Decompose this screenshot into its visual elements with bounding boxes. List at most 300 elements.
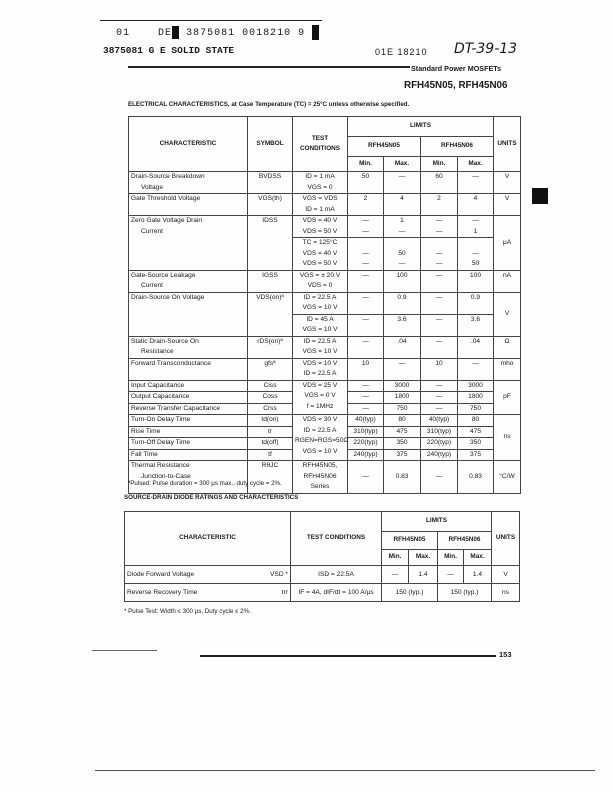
min-05-line: 2 — [363, 195, 368, 202]
table1-title: ELECTRICAL CHARACTERISTICS, at Case Temperature (TC) = 25°C unless otherwise specified. — [128, 101, 410, 108]
characteristic: Diode Forward Voltage — [125, 566, 265, 584]
conditions — [293, 461, 348, 494]
table-row — [129, 292, 521, 314]
max-06-line: 375 — [470, 450, 482, 458]
max-06-line: 4 — [473, 195, 478, 202]
symbol: VSD * — [265, 566, 291, 584]
max-06 — [458, 292, 494, 314]
min-06-line — [423, 238, 455, 249]
min-05 — [348, 292, 384, 314]
max-06 — [458, 461, 494, 494]
max-05-line: 475 — [396, 427, 408, 435]
conditions — [293, 270, 348, 292]
conditions-line: RGEN=RGS=50Ω — [295, 437, 349, 444]
max-05-line: 3000 — [394, 381, 410, 389]
min-06 — [421, 336, 458, 358]
table2-footnote: * Pulse Test: Width ≤ 300 μs, Duty cycle ≤ 2%. — [124, 608, 251, 615]
characteristic-line: Current — [141, 282, 163, 289]
characteristic-line: Rise Time — [131, 427, 161, 435]
conditions-line: VGS = 10 V — [302, 326, 338, 333]
min-05-line: — — [362, 293, 369, 301]
min-05-line: — — [362, 404, 369, 412]
min-05 — [348, 194, 384, 216]
min-06 — [421, 403, 458, 415]
doc-code: 01E 18210 — [375, 47, 428, 57]
symbol: VGS(th) — [248, 194, 293, 216]
units: V — [494, 194, 521, 216]
symbol: tf — [248, 449, 293, 461]
characteristic — [129, 438, 248, 450]
characteristic-line: Gate-Source Leakage — [131, 271, 196, 279]
characteristic — [129, 392, 248, 404]
conditions — [293, 216, 348, 238]
conditions — [293, 336, 348, 358]
page-number: 153 — [499, 650, 512, 659]
min-05-line: — — [362, 227, 369, 235]
max-05-line: — — [398, 227, 406, 235]
min-06-line: — — [435, 293, 443, 301]
min-05-line: 240(typ) — [353, 450, 378, 458]
max-06-line: 100 — [470, 271, 482, 279]
units: μA — [494, 216, 521, 271]
part-numbers-title: RFH45N05, RFH45N06 — [404, 80, 508, 91]
max-06-line: 1 — [473, 227, 478, 235]
typ-06: 150 (typ.) — [438, 584, 492, 602]
table-row — [129, 461, 521, 494]
max-06-line: 80 — [471, 416, 480, 423]
max-05 — [384, 270, 421, 292]
symbol: td(on) — [248, 415, 293, 427]
min-06-line: — — [435, 217, 443, 224]
characteristic-line: Input Capacitance — [131, 381, 185, 389]
max-06 — [458, 403, 494, 415]
characteristic — [129, 194, 248, 216]
min-06 — [421, 461, 458, 494]
max-06 — [458, 172, 494, 194]
conditions-line: ID = 45 A — [306, 315, 334, 323]
conditions-line: VGS = 10 V — [302, 348, 338, 355]
header-text: CONDITIONS — [299, 145, 341, 152]
min-05-line — [350, 238, 381, 249]
max-05-line: 50 — [398, 249, 406, 257]
conditions-line: f = 1MHz — [306, 402, 334, 410]
min-05-line: — — [362, 260, 369, 267]
characteristic-line: Gate Threshold Voltage — [131, 195, 201, 202]
header-units: UNITS — [492, 512, 520, 566]
conditions — [293, 380, 348, 415]
characteristic: Reverse Recovery Time — [125, 584, 265, 602]
min-06-line: 10 — [435, 359, 443, 367]
max-06 — [458, 438, 494, 450]
max-05 — [384, 449, 421, 461]
header-conditions: TEST CONDITIONS — [291, 512, 382, 566]
table-row — [129, 172, 521, 194]
min-05: — — [382, 566, 409, 584]
characteristic — [129, 358, 248, 380]
min-05 — [348, 449, 384, 461]
characteristic — [129, 270, 248, 292]
max-05 — [384, 461, 421, 494]
min-06 — [421, 380, 458, 392]
characteristic-line: Voltage — [141, 183, 163, 191]
conditions-line: VDS = 25 V — [302, 381, 338, 389]
max-06 — [458, 194, 494, 216]
table-row — [125, 566, 520, 584]
max-05 — [384, 292, 421, 314]
header-symbol: SYMBOL — [248, 117, 293, 172]
max-05 — [384, 314, 421, 336]
symbol: RθJC — [248, 461, 293, 494]
max-05 — [384, 194, 421, 216]
symbol: Ciss — [248, 380, 293, 392]
table-row — [129, 358, 521, 380]
handwritten-note: DT-39-13 — [454, 41, 518, 57]
max-06-line — [460, 461, 491, 472]
min-06-line: — — [435, 227, 443, 235]
min-05-line: — — [362, 249, 369, 257]
header-part-a: RFH45N05 — [382, 532, 438, 550]
units: mho — [494, 358, 521, 380]
max-05-line: — — [398, 359, 406, 367]
min-06 — [421, 438, 458, 450]
max-06-line: .04 — [470, 337, 481, 345]
units: ns — [494, 415, 521, 461]
max-06-line: 1800 — [468, 393, 483, 400]
characteristic — [129, 216, 248, 271]
symbol: Coss — [248, 392, 293, 404]
header-max: Max. — [384, 157, 421, 172]
conditions — [293, 292, 348, 314]
max-06-line: 475 — [470, 427, 482, 435]
symbol: gfsª — [248, 358, 293, 380]
max-06-line: 0.83 — [469, 472, 482, 480]
min-06-line: — — [435, 271, 443, 279]
conditions — [293, 415, 348, 461]
max-05 — [384, 238, 421, 271]
max-06 — [458, 415, 494, 427]
conditions-line: ID = 22.5 A — [303, 426, 337, 434]
characteristic-line: Forward Transconductance — [131, 359, 211, 367]
units: V — [494, 292, 521, 336]
max-05 — [384, 415, 421, 427]
conditions-line: RFH45N05, — [302, 462, 338, 469]
header-max: Max. — [458, 157, 494, 172]
header-min: Min. — [382, 550, 409, 566]
characteristic-line: Reverse Transfer Capacitance — [131, 404, 221, 412]
header-limits: LIMITS — [382, 512, 492, 532]
min-05-line: 40(typ) — [355, 416, 376, 423]
characteristic-line: Junction-to-Case — [141, 472, 191, 480]
min-06-line: 2 — [437, 195, 441, 202]
characteristic-line: Zero Gate Voltage Drain — [131, 217, 203, 224]
max-06 — [458, 358, 494, 380]
units: °C/W — [494, 461, 521, 494]
min-05 — [348, 403, 384, 415]
min-05-line: 220(typ) — [353, 439, 378, 446]
max-05 — [384, 380, 421, 392]
min-06 — [421, 392, 458, 404]
min-05-line: — — [362, 472, 369, 480]
conditions-line: TC = 125°C — [302, 239, 338, 246]
min-06-line: 310(typ) — [426, 427, 452, 435]
table-row — [129, 380, 521, 392]
units: ns — [492, 584, 520, 602]
max-05 — [384, 336, 421, 358]
max-06-line: 3.6 — [470, 315, 481, 323]
characteristic-line: Turn-On Delay Time — [131, 416, 191, 423]
min-05-line: 310(typ) — [353, 427, 378, 435]
conditions-line: VDS = 0 — [307, 282, 333, 289]
header-characteristic: CHARACTERISTIC — [129, 117, 248, 172]
min-05-line: — — [362, 393, 369, 400]
characteristic-line: Resistance — [141, 348, 174, 355]
min-05-line: — — [362, 217, 369, 224]
min-06-line: 240(typ) — [426, 450, 452, 458]
header-min: Min. — [421, 157, 458, 172]
min-06-line: — — [435, 381, 443, 389]
max-05-line: 100 — [396, 271, 408, 279]
max-06: 1.4 — [464, 566, 492, 584]
conditions-line: VDS = 50 V — [302, 260, 338, 267]
black-bar — [172, 26, 179, 39]
min-06 — [421, 358, 458, 380]
min-06-line: — — [435, 337, 443, 345]
characteristic — [129, 292, 248, 336]
min-05 — [348, 216, 384, 238]
code-line — [116, 25, 319, 40]
table1-footnote: ªPulsed: Pulse duration = 300 μs max., duty cycle = 2%. — [128, 480, 282, 487]
header-min: Min. — [438, 550, 464, 566]
units: V — [492, 566, 520, 584]
symbol: td(off) — [248, 438, 293, 450]
min-05-line: — — [362, 315, 369, 323]
max-06-line: 750 — [470, 404, 482, 412]
characteristic-line: Static Drain-Source On — [131, 337, 199, 345]
symbol: tr — [248, 426, 293, 438]
symbol: rDS(on)ª — [248, 336, 293, 358]
header-max: Max. — [464, 550, 492, 566]
code-c: 3875081 0018210 9 — [186, 28, 306, 40]
header-units: UNITS — [494, 117, 521, 172]
characteristic — [129, 336, 248, 358]
max-05 — [384, 426, 421, 438]
characteristic — [129, 415, 248, 427]
min-05 — [348, 172, 384, 194]
max-06-line: 50 — [471, 260, 480, 267]
max-05-line: 4 — [400, 195, 404, 202]
max-06 — [458, 314, 494, 336]
max-06-line: 3000 — [468, 381, 483, 389]
min-06-line: — — [435, 404, 443, 412]
min-06-line: — — [435, 315, 443, 323]
code-a: 01 — [116, 28, 131, 40]
min-06: — — [438, 566, 464, 584]
min-06 — [421, 314, 458, 336]
min-05 — [348, 314, 384, 336]
symbol: IDSS — [248, 216, 293, 271]
conditions-line: ID = 22.5 A — [303, 370, 337, 377]
conditions — [293, 194, 348, 216]
conditions-line: VDS = 40 V — [302, 217, 338, 224]
electrical-characteristics-table — [128, 116, 521, 494]
typ-05: 150 (typ.) — [382, 584, 438, 602]
max-06 — [458, 238, 494, 271]
header-min: Min. — [348, 157, 384, 172]
max-05-line: .04 — [397, 337, 407, 345]
min-06-line: — — [435, 260, 443, 267]
min-05 — [348, 380, 384, 392]
max-06-line: 350 — [470, 439, 482, 446]
diode-ratings-table — [124, 511, 520, 602]
max-06-line: — — [472, 249, 479, 257]
units: V — [494, 172, 521, 194]
min-06 — [421, 238, 458, 271]
characteristic-line: Current — [141, 227, 163, 235]
min-05-line: 50 — [361, 173, 370, 180]
characteristic-line: Output Capacitance — [131, 393, 190, 400]
max-05-line: 80 — [398, 416, 406, 423]
conditions-line: VGS = 0 V — [304, 392, 336, 399]
units: pF — [494, 380, 521, 415]
min-06 — [421, 270, 458, 292]
characteristic — [129, 380, 248, 392]
max-05-line: — — [398, 260, 406, 267]
min-05 — [348, 270, 384, 292]
conditions-line: VGS = 10 V — [302, 304, 338, 311]
conditions-line: ID = 1 mA — [305, 205, 335, 213]
header-part-b: RFH45N06 — [438, 532, 492, 550]
conditions-line: VDS = 10 V — [302, 359, 338, 367]
max-05 — [384, 438, 421, 450]
table-row — [129, 336, 521, 358]
min-06 — [421, 216, 458, 238]
min-06-line: — — [435, 249, 443, 257]
min-05-line: 10 — [361, 359, 370, 367]
symbol: IGSS — [248, 270, 293, 292]
conditions-line: ID = 22.5 A — [303, 293, 337, 301]
header-conditions — [293, 117, 348, 172]
header-characteristic: CHARACTERISTIC — [125, 512, 291, 566]
max-06 — [458, 426, 494, 438]
code-b: DE — [158, 28, 173, 40]
max-06-line — [460, 238, 491, 249]
min-06 — [421, 449, 458, 461]
min-06 — [421, 194, 458, 216]
table-row — [129, 270, 521, 292]
conditions-line: ID = 22.5 A — [303, 337, 337, 345]
max-05-line: 350 — [396, 439, 408, 446]
max-06 — [458, 380, 494, 392]
header-part-a: RFH45N05 — [348, 137, 421, 157]
min-05-line: — — [362, 381, 369, 389]
characteristic — [129, 172, 248, 194]
table-row — [129, 216, 521, 238]
black-bar — [312, 25, 319, 40]
table-row — [125, 584, 520, 602]
min-06-line — [423, 461, 455, 472]
min-05 — [348, 426, 384, 438]
max-06-line: — — [472, 217, 479, 224]
characteristic-line: Fall Time — [131, 450, 158, 458]
symbol: VDS(on)ª — [248, 292, 293, 336]
conditions-line: VDS = 50 V — [302, 227, 338, 235]
max-06 — [458, 392, 494, 404]
min-05 — [348, 358, 384, 380]
max-06 — [458, 336, 494, 358]
conditions: IF = 4A, dIF/dt = 100 A/μs — [291, 584, 382, 602]
conditions-line: VGS = VDS — [302, 195, 338, 202]
conditions-line: VGS = ± 20 V — [299, 271, 341, 279]
min-06 — [421, 415, 458, 427]
characteristic-line: Turn-Off Delay Time — [131, 439, 190, 446]
conditions-line: ID = 1 mA — [305, 173, 335, 180]
max-05 — [384, 172, 421, 194]
min-05-line — [350, 461, 381, 472]
conditions-line: Series — [310, 483, 330, 490]
conditions-line: RFH45N06 — [303, 472, 337, 480]
max-05 — [384, 392, 421, 404]
conditions — [293, 314, 348, 336]
conditions-line: VGS = 0 — [307, 183, 333, 191]
min-06-line: — — [435, 472, 443, 480]
table-row — [129, 415, 521, 427]
min-05 — [348, 438, 384, 450]
min-06-line: 40(typ) — [428, 416, 450, 423]
characteristic-line: Drain-Source Breakdown — [131, 173, 205, 180]
conditions: ISD = 22.5A — [291, 566, 382, 584]
characteristic — [129, 461, 248, 494]
max-06-line: 0.9 — [470, 293, 481, 301]
table-row — [129, 194, 521, 216]
table2-title: SOURCE-DRAIN DIODE RATINGS AND CHARACTERISTICS — [124, 494, 299, 501]
max-06 — [458, 449, 494, 461]
max-06-line: — — [472, 359, 479, 367]
min-06 — [421, 292, 458, 314]
header-limits: LIMITS — [348, 117, 494, 137]
max-05-line: 0.83 — [395, 472, 409, 480]
category-label: Standard Power MOSFETs — [411, 64, 502, 73]
header-text: TEST — [311, 134, 329, 142]
min-06-line: — — [435, 393, 443, 400]
max-05-line: — — [398, 173, 406, 180]
min-05-line: — — [362, 271, 369, 279]
header-max: Max. — [409, 550, 438, 566]
units: Ω — [494, 336, 521, 358]
min-06 — [421, 172, 458, 194]
conditions — [293, 358, 348, 380]
conditions — [293, 238, 348, 271]
max-05 — [384, 216, 421, 238]
section-tab-marker — [532, 188, 548, 204]
min-06 — [421, 426, 458, 438]
characteristic — [129, 403, 248, 415]
symbol: Crss — [248, 403, 293, 415]
characteristic — [129, 449, 248, 461]
max-05 — [384, 403, 421, 415]
max-05-line: 0.9 — [397, 293, 407, 301]
min-05 — [348, 461, 384, 494]
characteristic-line: Thermal Resistance — [131, 462, 190, 469]
symbol: BVDSS — [248, 172, 293, 194]
units: nA — [494, 270, 521, 292]
conditions-line: VGS = 10 V — [302, 447, 338, 455]
characteristic — [129, 426, 248, 438]
min-06-line: 220(typ) — [426, 439, 452, 446]
header-part-b: RFH45N06 — [421, 137, 494, 157]
company-name: 3875081 G E SOLID STATE — [103, 45, 235, 56]
conditions-line: VDS = 40 V — [302, 249, 338, 257]
max-05-line — [386, 238, 418, 249]
